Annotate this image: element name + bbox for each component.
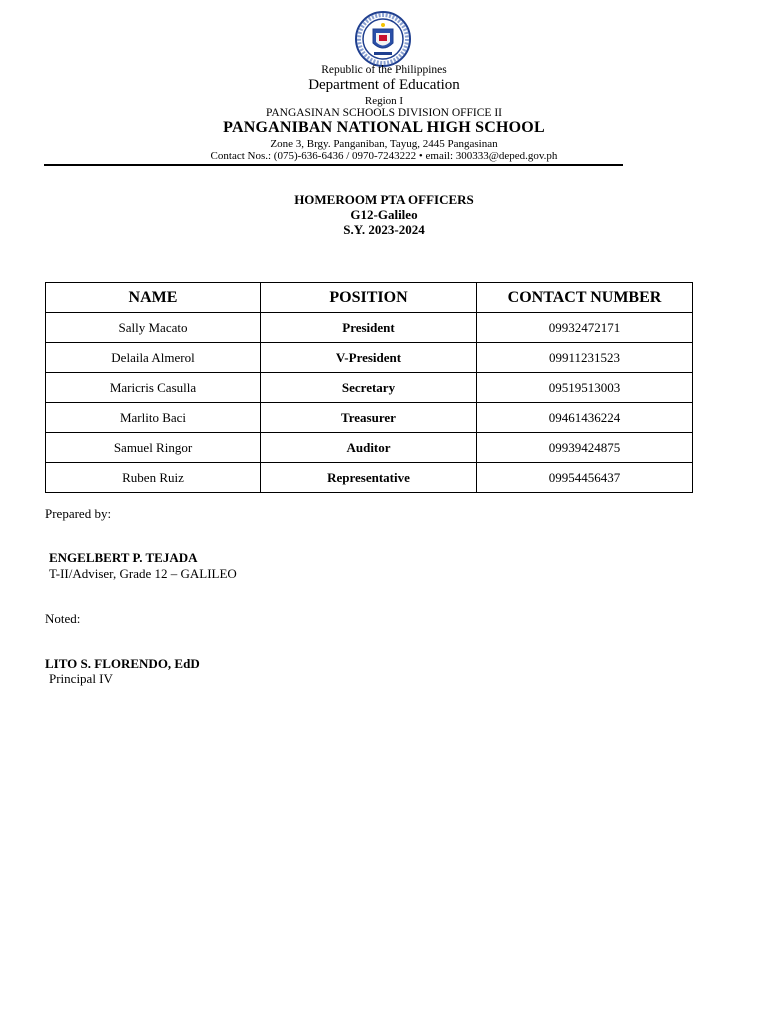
officer-name: Samuel Ringor xyxy=(46,433,261,463)
table-row xyxy=(46,343,693,373)
republic-text: Republic of the Philippines xyxy=(321,64,447,76)
officer-contact: 09954456437 xyxy=(477,463,693,493)
department-text: Department of Education xyxy=(308,77,460,93)
document-title xyxy=(0,192,768,237)
region-text: Region I xyxy=(364,95,404,107)
officer-name: Delaila Almerol xyxy=(46,343,261,373)
officer-contact: 09461436224 xyxy=(477,403,693,433)
deped-seal-logo xyxy=(349,11,417,67)
division-text: PANGASINAN SCHOOLS DIVISION OFFICE II xyxy=(266,107,502,119)
officer-position: Treasurer xyxy=(261,403,477,433)
header-contact-number: CONTACT NUMBER xyxy=(477,283,693,313)
title-school-year: S.Y. 2023-2024 xyxy=(343,222,425,237)
school-name: PANGANIBAN NATIONAL HIGH SCHOOL xyxy=(223,119,545,136)
officers-table xyxy=(45,282,693,493)
table-row xyxy=(46,433,693,463)
header-name: NAME xyxy=(46,283,261,313)
noter-title: Principal IV xyxy=(49,671,113,686)
officer-name: Ruben Ruiz xyxy=(46,463,261,493)
officer-contact: 09939424875 xyxy=(477,433,693,463)
prepared-by-label: Prepared by: xyxy=(45,506,112,521)
officer-position: Secretary xyxy=(261,373,477,403)
table-row xyxy=(46,313,693,343)
table-row xyxy=(46,373,693,403)
school-address: Zone 3, Brgy. Panganiban, Tayug, 2445 Pangasinan xyxy=(270,138,498,150)
officer-position: Auditor xyxy=(261,433,477,463)
table-header-row xyxy=(46,283,693,313)
officer-name: Maricris Casulla xyxy=(46,373,261,403)
table-row xyxy=(46,463,693,493)
officer-position: V-President xyxy=(261,343,477,373)
title-line-1: HOMEROOM PTA OFFICERS xyxy=(294,192,474,207)
officer-contact: 09519513003 xyxy=(477,373,693,403)
preparer-name: ENGELBERT P. TEJADA xyxy=(49,550,198,565)
officer-contact: 09911231523 xyxy=(477,343,693,373)
title-section: G12-Galileo xyxy=(350,207,418,222)
officer-position: President xyxy=(261,313,477,343)
preparer-title: T-II/Adviser, Grade 12 – GALILEO xyxy=(49,566,237,581)
officer-position: Representative xyxy=(261,463,477,493)
header-position: POSITION xyxy=(261,283,477,313)
school-contact: Contact Nos.: (075)-636-6436 / 0970-7243222 • email: 300333@deped.gov.ph xyxy=(210,150,558,162)
header-divider xyxy=(44,164,623,166)
officer-name: Marlito Baci xyxy=(46,403,261,433)
officer-name: Sally Macato xyxy=(46,313,261,343)
noter-name: LITO S. FLORENDO, EdD xyxy=(45,656,200,671)
officer-contact: 09932472171 xyxy=(477,313,693,343)
noted-label: Noted: xyxy=(45,611,81,626)
table-row xyxy=(46,403,693,433)
